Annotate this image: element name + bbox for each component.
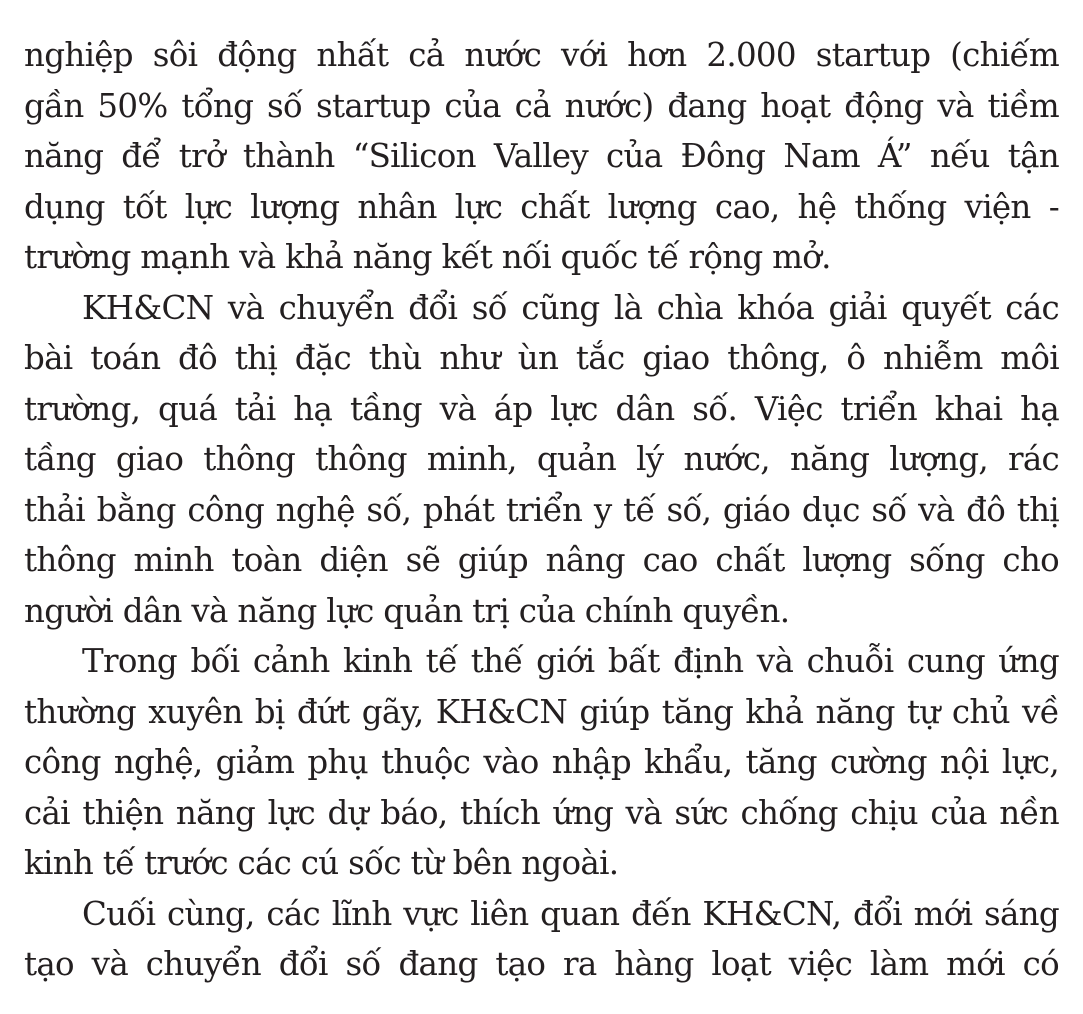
text-line: KH&CN và chuyển đổi số cũng là chìa khóa giải quyết các [82,288,1059,327]
text-line: gần 50% tổng số startup của cả nước) đang hoạt động và tiềm [24,86,1059,125]
text-line: tạo và chuyển đổi số đang tạo ra hàng loạt việc làm mới có [24,945,1059,983]
text-line: người dân và năng lực quản trị của chính quyền. [24,591,790,630]
text-line: năng để trở thành “Silicon Valley của Đông Nam Á” nếu tận [24,137,1059,175]
paragraph-4 [24,889,1059,990]
text-line: thông minh toàn diện sẽ giúp nâng cao chất lượng sống cho [24,541,1059,579]
text-line: cải thiện năng lực dự báo, thích ứng và sức chống chịu của nền [24,793,1059,832]
text-line: thải bằng công nghệ số, phát triển y tế số, giáo dục số và đô thị [24,490,1059,529]
paragraph-2 [24,283,1059,637]
text-line: bài toán đô thị đặc thù như ùn tắc giao thông, ô nhiễm môi [24,339,1059,377]
text-line: công nghệ, giảm phụ thuộc vào nhập khẩu, tăng cường nội lực, [24,743,1059,781]
text-line: trường mạnh và khả năng kết nối quốc tế rộng mở. [24,238,831,276]
text-line: thường xuyên bị đứt gãy, KH&CN giúp tăng khả năng tự chủ về [24,692,1059,731]
text-line: Trong bối cảnh kinh tế thế giới bất định và chuỗi cung ứng [82,642,1059,680]
text-line: nghiệp sôi động nhất cả nước với hơn 2.000 startup (chiếm [24,36,1059,74]
text-line: trường, quá tải hạ tầng và áp lực dân số. Việc triển khai hạ [24,389,1059,428]
text-line: kinh tế trước các cú sốc từ bên ngoài. [24,844,619,882]
text-line: Cuối cùng, các lĩnh vực liên quan đến KH&CN, đổi mới sáng [82,894,1059,933]
text-line: dụng tốt lực lượng nhân lực chất lượng cao, hệ thống viện - [24,187,1059,226]
text-line: tầng giao thông thông minh, quản lý nước, năng lượng, rác [24,440,1059,478]
paragraph-1 [24,30,1059,283]
paragraph-3 [24,636,1059,889]
